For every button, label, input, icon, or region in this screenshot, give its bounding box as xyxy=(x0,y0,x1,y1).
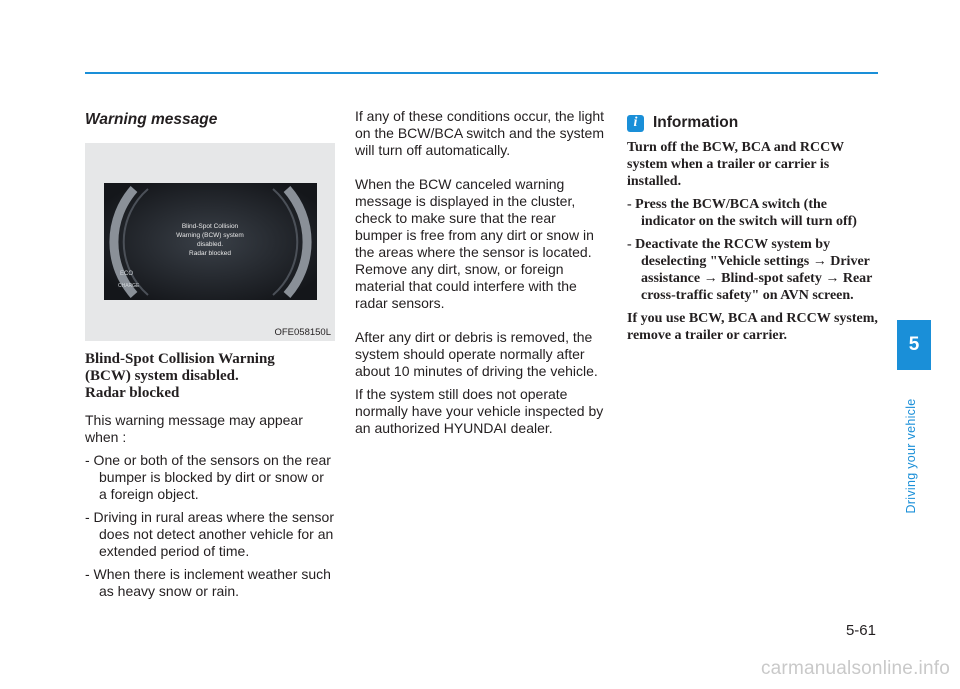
screen-line-3: disabled. xyxy=(196,241,224,248)
message-title-line-3: Radar blocked xyxy=(85,385,180,401)
header-rule xyxy=(85,72,878,74)
bullet-inclement-weather: - When there is inclement weather such as heavy snow or rain. xyxy=(85,566,331,599)
information-heading xyxy=(627,114,879,132)
cluster-display xyxy=(104,183,317,300)
message-title-line-2: (BCW) system disabled. xyxy=(85,368,239,384)
message-title-line-1: Blind-Spot Collision Warning xyxy=(85,351,275,367)
info-bullet-deactivate-rccw: - Deactivate the RCCW system by deselecting "Vehicle settings → Driver assistance → Blind-spot safety → Rear cross-traffic safety" on AVN screen. xyxy=(627,237,873,303)
paragraph-after-removal: After any dirt or debris is removed, the system should operate normally after about 10 minutes of driving the vehicle. xyxy=(355,329,598,379)
cluster-figure xyxy=(85,143,335,341)
bullet-sensor-blocked: - One or both of the sensors on the rear bumper is blocked by dirt or snow or a foreign object. xyxy=(85,452,331,502)
screen-line-1: Blind-Spot Collision xyxy=(181,223,239,230)
gauge-label-eco: ECO xyxy=(120,271,134,277)
chapter-label xyxy=(901,396,921,516)
figure-code: OFE058150L xyxy=(274,327,331,338)
information-title: Information xyxy=(653,114,739,131)
column-right xyxy=(627,108,879,344)
section-subheading: Warning message xyxy=(85,111,218,128)
watermark: carmanualsonline.info xyxy=(760,658,950,679)
info-intro: Turn off the BCW, BCA and RCCW system when a trailer or carrier is installed. xyxy=(627,140,844,189)
page-number: 5-61 xyxy=(845,622,876,639)
column-middle xyxy=(355,108,605,437)
info-outro: If you use BCW, BCA and RCCW system, remove a trailer or carrier. xyxy=(627,311,878,343)
paragraph-dealer: If the system still does not operate normally have your vehicle inspected by an authorized HYUNDAI dealer. xyxy=(355,386,604,436)
paragraph-auto-off: If any of these conditions occur, the light on the BCW/BCA switch and the system will turn off automatically. xyxy=(355,108,605,158)
message-title xyxy=(85,351,335,402)
paragraph-canceled-warning: When the BCW canceled warning message is displayed in the cluster, check to make sure that the rear bumper is free from any dirt or snow in the areas where the sensor is located. Remove any dirt, snow, or foreign material that could interfere with the radar sensors. xyxy=(355,176,594,311)
intro-paragraph: This warning message may appear when : xyxy=(85,412,303,445)
screen-line-4: Radar blocked xyxy=(189,250,231,257)
info-bullet-press-switch: - Press the BCW/BCA switch (the indicator on the switch will turn off) xyxy=(627,197,857,229)
info-icon: i xyxy=(627,115,644,132)
gauge-label-charge: CHARGE xyxy=(118,283,140,289)
chapter-label-text: Driving your vehicle xyxy=(904,398,918,514)
column-left xyxy=(85,108,335,600)
cluster-illustration xyxy=(104,183,317,300)
bullet-rural-areas: - Driving in rural areas where the sensor does not detect another vehicle for an extended period of time. xyxy=(85,509,334,559)
chapter-number-tab: 5 xyxy=(897,320,931,370)
screen-line-2: Warning (BCW) system xyxy=(176,232,244,239)
